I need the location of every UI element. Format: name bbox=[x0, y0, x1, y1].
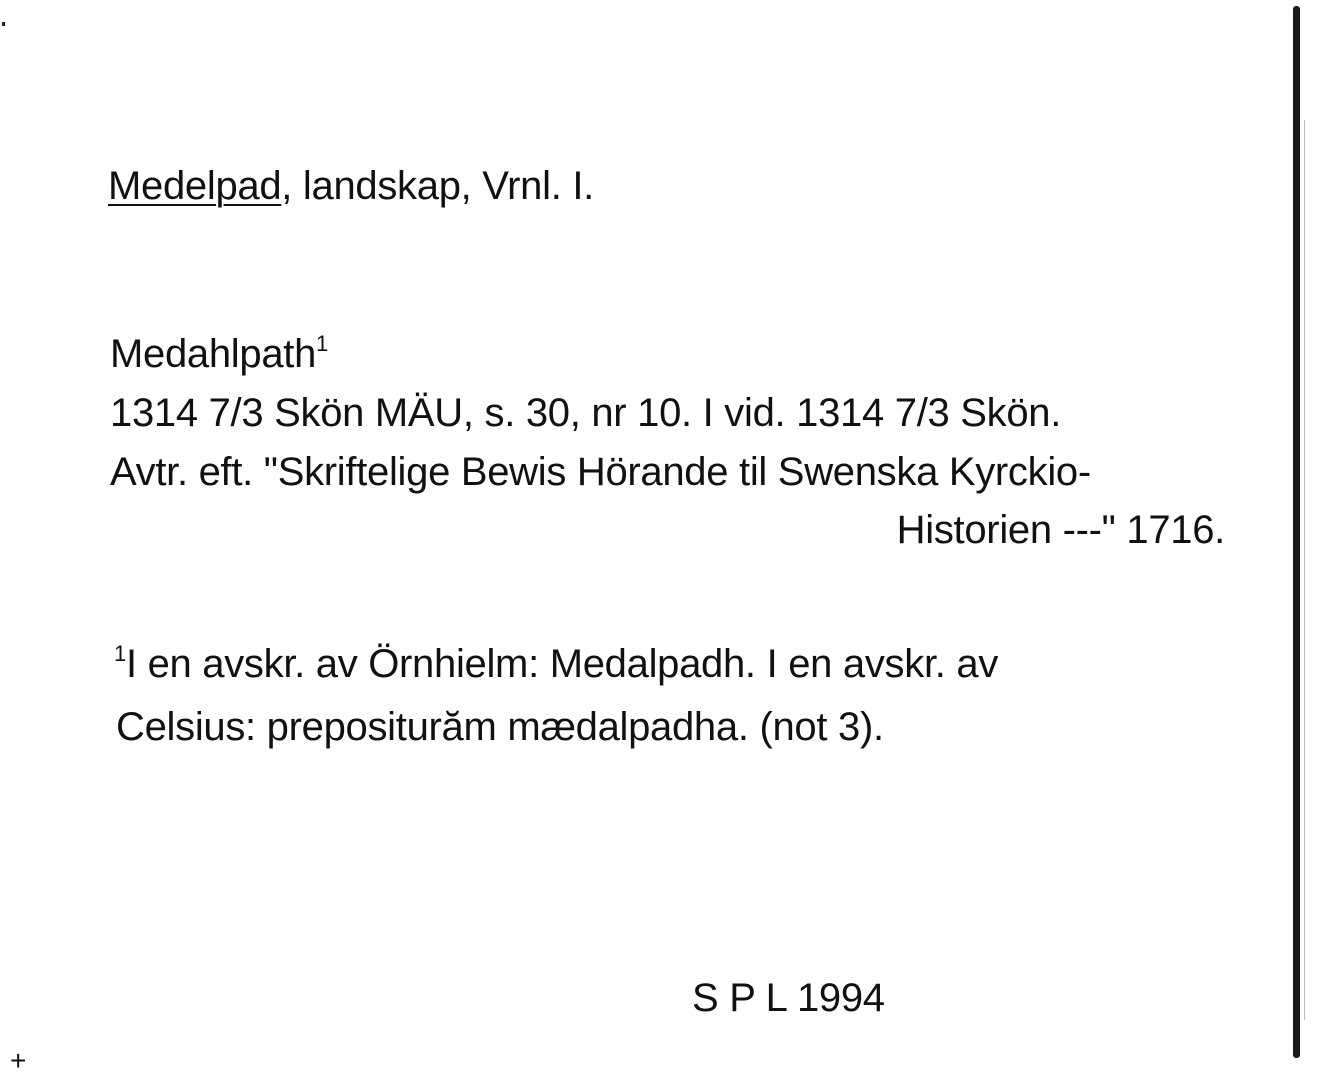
headword: Medelpad bbox=[108, 164, 282, 208]
footnote-mark: 1 bbox=[114, 641, 126, 666]
signature: S P L 1994 bbox=[692, 976, 885, 1020]
form-word: Medahlpath bbox=[110, 332, 317, 376]
source-line-1: 1314 7/3 Skön MÄU, s. 30, nr 10. I vid. 1314 7/3 Skön. bbox=[110, 391, 1062, 435]
footnote-text-1: I en avskr. av Örnhielm: Medalpadh. I en avskr. av bbox=[125, 642, 999, 686]
footnote-line-2: Celsius: prepositurăm mædalpadha. (not 3). bbox=[116, 705, 884, 749]
heading-line bbox=[108, 162, 594, 210]
source-line-2: Avtr. eft. "Skriftelige Bewis Hörande til Swenska Kyrckio- bbox=[110, 450, 1091, 494]
card-edge-shadow bbox=[1293, 6, 1300, 1058]
corner-mark: + bbox=[10, 1045, 27, 1076]
scan-speck bbox=[2, 22, 5, 26]
form-line bbox=[110, 330, 328, 378]
card-edge-line bbox=[1304, 120, 1305, 1020]
footnote-line-1 bbox=[114, 640, 998, 688]
source-line-3: Historien ---" 1716. bbox=[896, 508, 1225, 552]
form-note-mark: 1 bbox=[316, 331, 328, 356]
heading-rest: , landskap, Vrnl. I. bbox=[281, 164, 594, 208]
